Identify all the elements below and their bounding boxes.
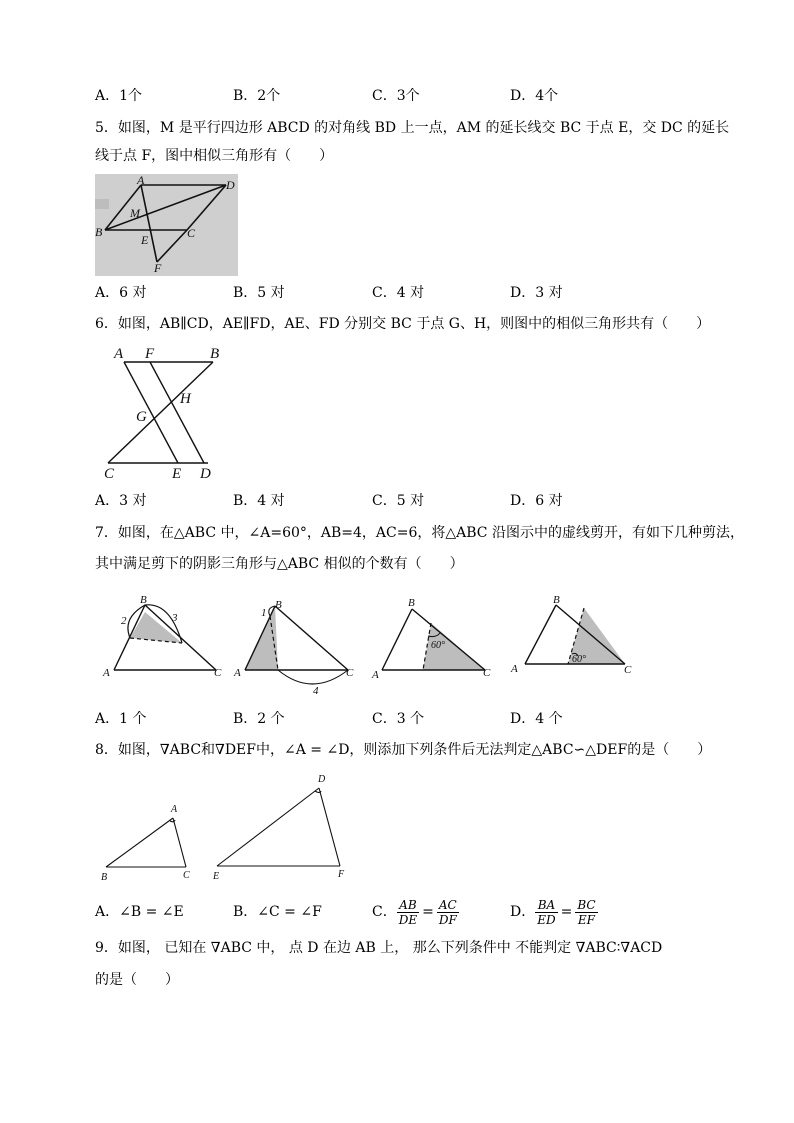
q6-option-c: C．5 对 xyxy=(372,493,425,509)
q6-option-b: B．4 对 xyxy=(233,493,285,509)
q7f1-label-b: B xyxy=(140,594,147,606)
q8-option-c-num2: AC xyxy=(437,898,459,913)
q8-option-d-prefix: D． xyxy=(510,904,536,920)
q5-stem-line2: 线于点 F，图中相似三角形有（ ） xyxy=(95,148,334,164)
q8-option-d-num2: BC xyxy=(577,897,596,912)
q8-option-d-den1: ED xyxy=(537,912,556,927)
q7-figure-1 xyxy=(100,592,230,684)
q7f3-label-b: B xyxy=(408,597,415,609)
q5-label-d: D xyxy=(226,178,235,192)
q6-stem-line1: 6．如图，AB∥CD，AE∥FD，AE、FD 分别交 BC 于点 G、H，则图中的相似三角形共有（ ） xyxy=(95,316,711,332)
q7-option-a: A．1 个 xyxy=(95,711,147,727)
q8f2-label-e: E xyxy=(213,871,220,882)
q7f4-label-b: B xyxy=(553,594,560,606)
q7-option-c: C．3 个 xyxy=(372,711,425,727)
q5-label-c: C xyxy=(187,226,196,240)
q7f2-label-b: B xyxy=(275,599,282,611)
q5-label-f: F xyxy=(154,261,162,275)
q7f4-label-a: A xyxy=(511,663,518,675)
q8-option-d-num1: BA xyxy=(535,898,557,913)
q6-label-g: G xyxy=(136,409,147,425)
q5-label-a: A xyxy=(137,174,145,187)
q7-stem-line2: 其中满足剪下的阴影三角形与△ABC 相似的个数有（ ） xyxy=(95,556,464,572)
q7f1-label-c: C xyxy=(214,667,222,679)
q8f1-label-c: C xyxy=(183,870,190,881)
q8-figure-abc xyxy=(98,798,198,886)
q6-label-c: C xyxy=(104,466,115,482)
q8-option-c-equals: = xyxy=(422,904,434,920)
q8-option-b: B．∠C = ∠F xyxy=(233,904,322,920)
q4-option-a: A．1个 xyxy=(95,88,143,104)
q8-option-c-fraction-2 xyxy=(437,898,459,927)
q4-option-d: D．4个 xyxy=(510,88,559,104)
q8-option-d-fraction-1 xyxy=(535,898,557,927)
q6-label-h: H xyxy=(180,391,191,407)
q6-label-a: A xyxy=(114,346,124,362)
q7-figure-2 xyxy=(232,598,362,698)
q4-option-b: B．2个 xyxy=(233,88,281,104)
q5-figure-parallelogram xyxy=(95,174,238,276)
q8-option-d-fraction-2 xyxy=(575,898,597,927)
q7-figure-4 xyxy=(510,592,640,682)
q8-stem-line1: 8．如图，∇ABC和∇DEF中，∠A = ∠D，则添加下列条件后无法判定△ABC∽△DEF的是（ ） xyxy=(95,742,712,758)
q7-figure-3 xyxy=(370,596,500,686)
q9-stem-line2: 的是（ ） xyxy=(95,972,179,988)
q8-option-d-equals: = xyxy=(560,904,573,920)
q6-label-e: E xyxy=(172,466,182,482)
q7f3-label-c: C xyxy=(483,667,491,679)
q6-option-a: A．3 对 xyxy=(95,493,147,509)
q7f4-label-c: C xyxy=(624,664,632,676)
q8f1-label-a: A xyxy=(171,804,178,815)
q5-option-c: C．4 对 xyxy=(372,285,425,301)
q7f1-label-3: 3 xyxy=(172,612,178,624)
q6-option-d: D．6 对 xyxy=(510,493,563,509)
q7f1-label-2: 2 xyxy=(121,615,127,627)
q7f2-label-c: C xyxy=(346,667,354,679)
q7-option-b: B．2 个 xyxy=(233,711,285,727)
q5-stem-line1: 5．如图，M 是平行四边形 ABCD 的对角线 BD 上一点，AM 的延长线交 BC 于点 E，交 DC 的延长 xyxy=(95,120,730,136)
q7f1-label-a: A xyxy=(103,667,110,679)
q7f3-label-60: 60° xyxy=(431,640,445,651)
q8f2-label-f: F xyxy=(338,869,345,880)
q7-stem-line1: 7．如图，在△ABC 中，∠A=60°，AB=4，AC=6，将△ABC 沿图示中的虚线剪开，有如下几种剪法， xyxy=(95,525,744,541)
q8-option-a: A．∠B = ∠E xyxy=(95,904,184,920)
q5-label-b: B xyxy=(95,225,103,239)
q8-option-c-prefix: C． xyxy=(372,904,397,920)
q8-option-c-den2: DF xyxy=(438,912,457,927)
q8-option-c xyxy=(372,892,459,932)
q9-stem-line1: 9．如图， 已知在 ∇ABC 中， 点 D 在边 AB 上， 那么下列条件中 不能判定 ∇ABC∶∇ACD xyxy=(95,940,663,956)
q7f4-label-60: 60° xyxy=(572,654,586,665)
q5-option-d: D．3 对 xyxy=(510,285,563,301)
q8f1-label-b: B xyxy=(101,872,108,883)
q7f2-label-a: A xyxy=(234,667,241,679)
q7f2-label-1: 1 xyxy=(261,607,267,619)
q5-label-e: E xyxy=(141,233,149,247)
q4-option-c: C．3个 xyxy=(372,88,420,104)
q6-figure xyxy=(100,342,230,482)
q6-label-b: B xyxy=(210,346,220,362)
q8-option-c-num1: AB xyxy=(397,898,419,913)
q8-figure-def xyxy=(205,770,355,886)
q7f3-label-a: A xyxy=(372,669,379,681)
q7-option-d: D．4 个 xyxy=(510,711,563,727)
q8-option-c-den1: DE xyxy=(398,912,418,927)
q6-label-f: F xyxy=(145,346,155,362)
q5-label-m: M xyxy=(130,206,140,220)
q7f2-label-4: 4 xyxy=(313,685,319,697)
q8-option-c-fraction-1 xyxy=(397,898,419,927)
q5-option-a: A．6 对 xyxy=(95,285,147,301)
q5-option-b: B．5 对 xyxy=(233,285,285,301)
q6-label-d: D xyxy=(200,466,211,482)
q8f2-label-d: D xyxy=(318,774,326,785)
q8-option-d-den2: EF xyxy=(577,912,596,927)
q8-option-d xyxy=(510,892,598,932)
